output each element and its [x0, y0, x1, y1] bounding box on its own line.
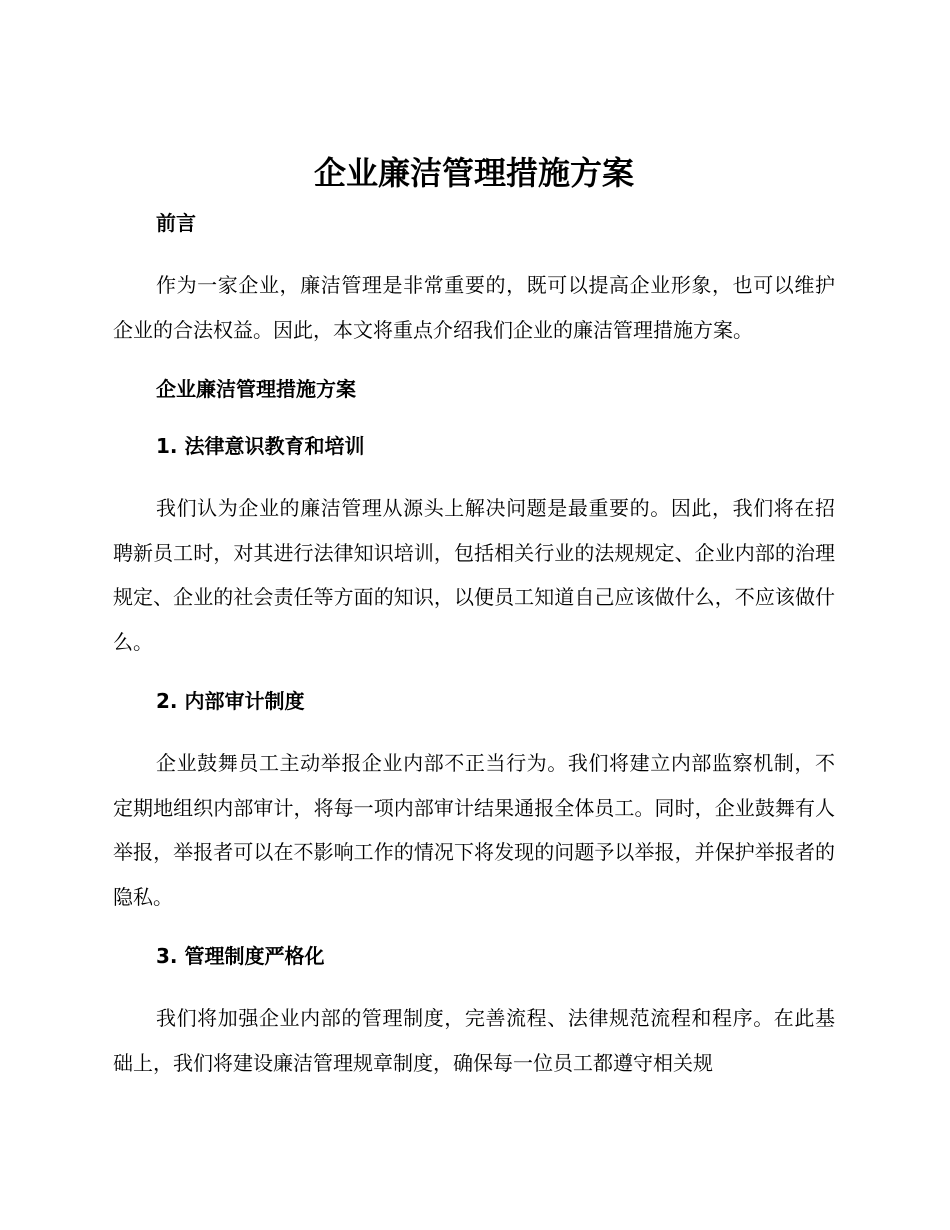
- section-3-heading: 3. 管理制度严格化: [156, 944, 325, 968]
- plan-heading: 企业廉洁管理措施方案: [156, 377, 356, 401]
- section-3-paragraph: 我们将加强企业内部的管理制度，完善流程、法律规范流程和程序。在此基础上，我们将建设廉洁管理规章制度，确保每一位员工都遵守相关规: [113, 1006, 835, 1075]
- document-title: 企业廉洁管理措施方案: [313, 154, 634, 192]
- preface-heading: 前言: [156, 211, 196, 235]
- section-1-heading: 1. 法律意识教育和培训: [156, 434, 365, 458]
- section-2-heading: 2. 内部审计制度: [156, 689, 305, 713]
- section-1-paragraph: 我们认为企业的廉洁管理从源头上解决问题是最重要的。因此，我们将在招聘新员工时，对其进行法律知识培训，包括相关行业的法规规定、企业内部的治理规定、企业的社会责任等方面的知识，以便员工知道自己应该做什么，不应该做什么。: [113, 496, 835, 654]
- preface-paragraph: 作为一家企业，廉洁管理是非常重要的，既可以提高企业形象，也可以维护企业的合法权益。因此，本文将重点介绍我们企业的廉洁管理措施方案。: [113, 273, 835, 342]
- section-2-paragraph: 企业鼓舞员工主动举报企业内部不正当行为。我们将建立内部监察机制，不定期地组织内部审计，将每一项内部审计结果通报全体员工。同时，企业鼓舞有人举报，举报者可以在不影响工作的情况下将发现的问题予以举报，并保护举报者的隐私。: [113, 751, 835, 909]
- document-page: [113, 150, 835, 1085]
